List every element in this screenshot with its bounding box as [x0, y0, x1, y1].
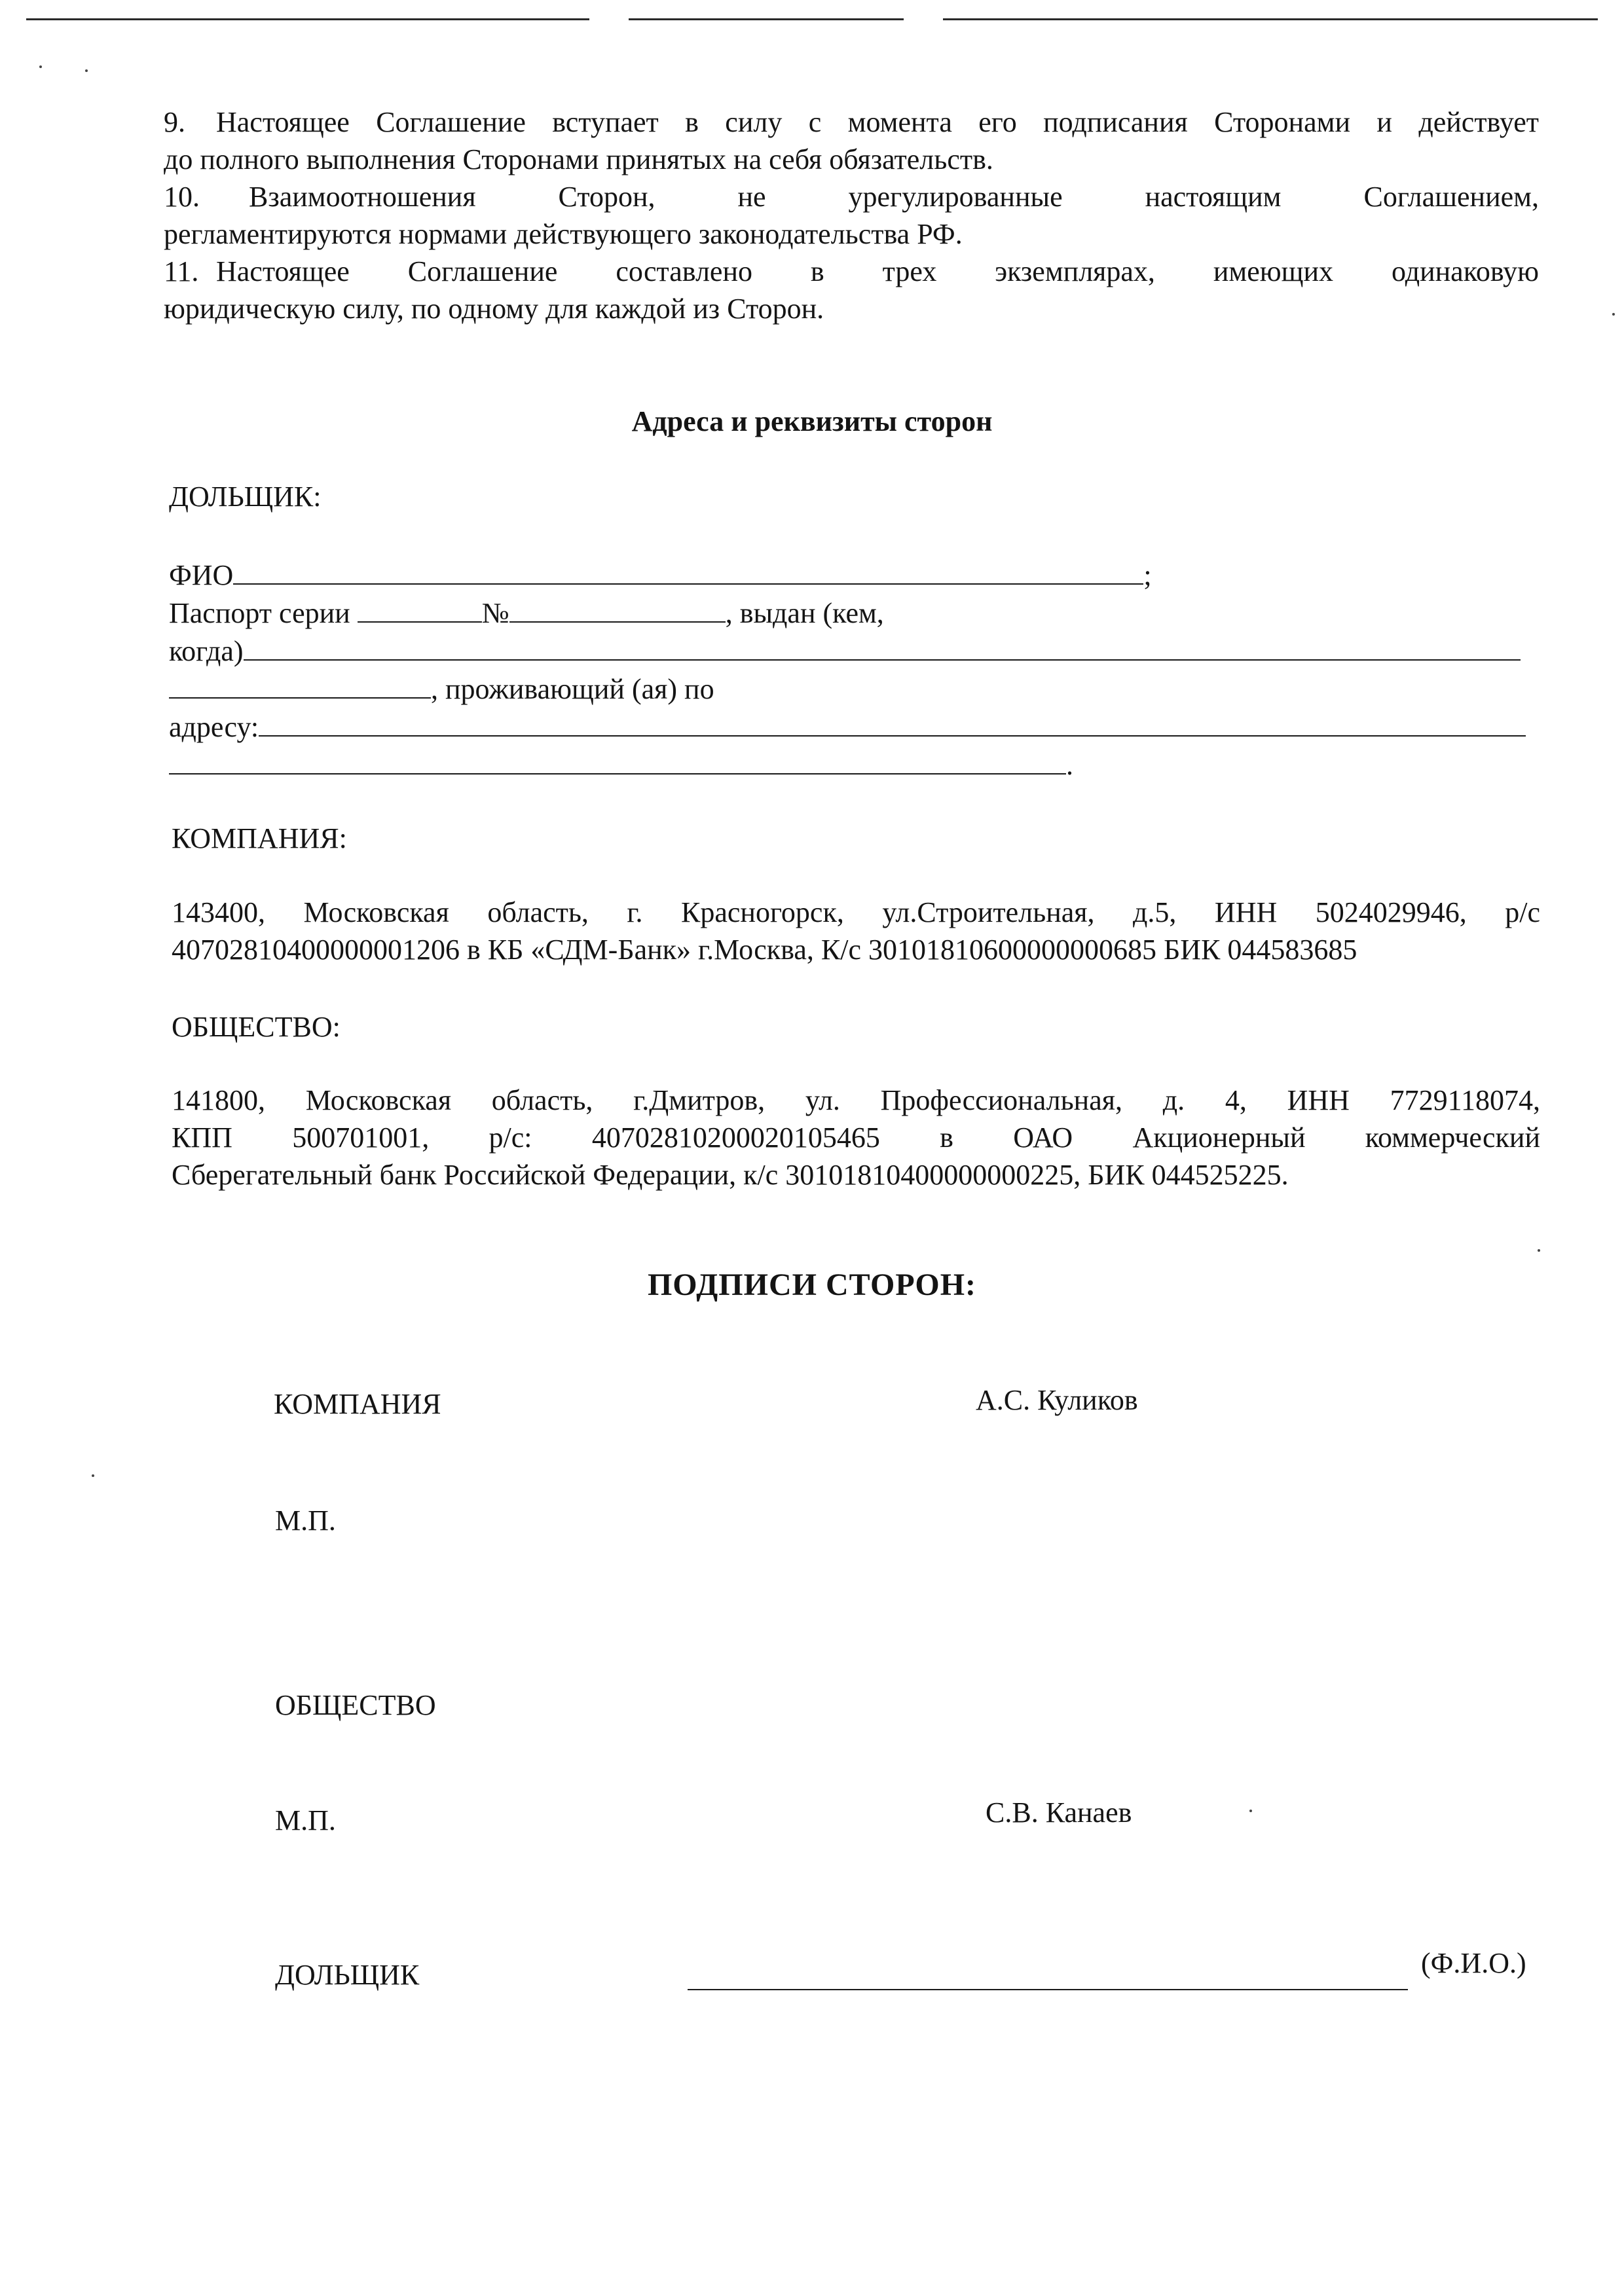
company-requisites-line-2: 40702810400000001206 в КБ «СДМ-Банк» г.Москва, К/с 30101810600000000685 БИК 044583685	[172, 934, 1357, 966]
clause-number: 11.	[164, 255, 199, 287]
address-row	[169, 708, 1526, 746]
clause-number: 9.	[164, 106, 185, 138]
scan-speck	[85, 69, 88, 72]
fio-row	[169, 556, 1152, 594]
when-row	[169, 632, 1521, 670]
clause-number: 10.	[164, 181, 200, 213]
scan-speck	[92, 1474, 94, 1477]
scan-edge-line	[943, 18, 1598, 20]
society-label: ОБЩЕСТВО:	[172, 1011, 341, 1043]
clause-9-line-1: 9. Настоящее Соглашение вступает в силу с момента его подписания Сторонами и действует	[164, 103, 1539, 141]
clause-11-line-2: юридическую силу, по одному для каждой из Сторон.	[164, 293, 824, 325]
scan-speck	[1538, 1249, 1540, 1252]
passport-series-blank	[358, 596, 482, 623]
society-signature-label: ОБЩЕСТВО	[275, 1689, 436, 1721]
dolshchik-fio-caption: (Ф.И.О.)	[1421, 1947, 1526, 1979]
number-label: №	[481, 597, 509, 629]
dolshchik-signature-label: ДОЛЬЩИК	[275, 1959, 420, 1991]
society-requisites-line-1: 141800, Московская область, г.Дмитров, ул. Профессиональная, д. 4, ИНН 7729118074,	[172, 1084, 1540, 1116]
address-end: .	[1066, 749, 1073, 781]
company-stamp-place: М.П.	[275, 1504, 336, 1537]
scan-speck	[39, 65, 42, 68]
dolshchik-signature-line	[688, 1989, 1408, 1990]
when-blank-line	[244, 634, 1521, 661]
scan-speck	[1249, 1810, 1252, 1812]
scan-speck	[1612, 313, 1615, 316]
living-blank-line	[169, 672, 431, 699]
passport-label: Паспорт серии	[169, 597, 350, 629]
address-label: адресу:	[169, 711, 259, 743]
company-requisites-line-1: 143400, Московская область, г. Красногорск, ул.Строительная, д.5, ИНН 5024029946, р/с	[172, 896, 1540, 928]
clause-10-line-2: регламентируются нормами действующего законодательства РФ.	[164, 218, 963, 250]
signatures-heading: ПОДПИСИ СТОРОН:	[647, 1267, 977, 1302]
address-row-2	[169, 746, 1073, 784]
fio-label: ФИО	[169, 559, 234, 591]
clause-10-line-1: 10. Взаимоотношения Сторон, не урегулированные настоящим Соглашением,	[164, 178, 1539, 215]
living-label: , проживающий (ая) по	[431, 673, 714, 705]
fio-end: ;	[1143, 559, 1152, 591]
dolshchik-label: ДОЛЬЩИК:	[169, 481, 322, 513]
society-signer-name: С.В. Канаев	[986, 1796, 1132, 1829]
fio-blank-line	[233, 558, 1143, 585]
company-label: КОМПАНИЯ:	[172, 822, 347, 854]
scan-edge-line	[629, 18, 904, 20]
issued-label: , выдан (кем,	[725, 597, 884, 629]
when-label: когда)	[169, 635, 244, 667]
society-requisites-line-2: КПП 500701001, р/с: 40702810200020105465 в ОАО Акционерный коммерческий	[172, 1121, 1540, 1154]
company-signer-name: А.С. Куликов	[976, 1384, 1138, 1416]
requisites-heading: Адреса и реквизиты сторон	[631, 405, 993, 437]
society-requisites-line-3: Сберегательный банк Российской Федерации, к/с 30101810400000000225, БИК 044525225.	[172, 1159, 1289, 1191]
address-blank-line	[259, 710, 1526, 737]
clause-9-line-2: до полного выполнения Сторонами принятых на себя обязательств.	[164, 143, 993, 175]
society-stamp-place: М.П.	[275, 1804, 336, 1836]
scan-edge-line	[26, 18, 589, 20]
passport-number-blank	[509, 596, 726, 623]
living-row	[169, 670, 714, 708]
passport-row	[169, 594, 884, 632]
clause-11-line-1: 11. Настоящее Соглашение составлено в трех экземплярах, имеющих одинаковую	[164, 253, 1539, 290]
company-signature-label: КОМПАНИЯ	[274, 1388, 441, 1420]
address-blank-line-2	[169, 748, 1066, 774]
